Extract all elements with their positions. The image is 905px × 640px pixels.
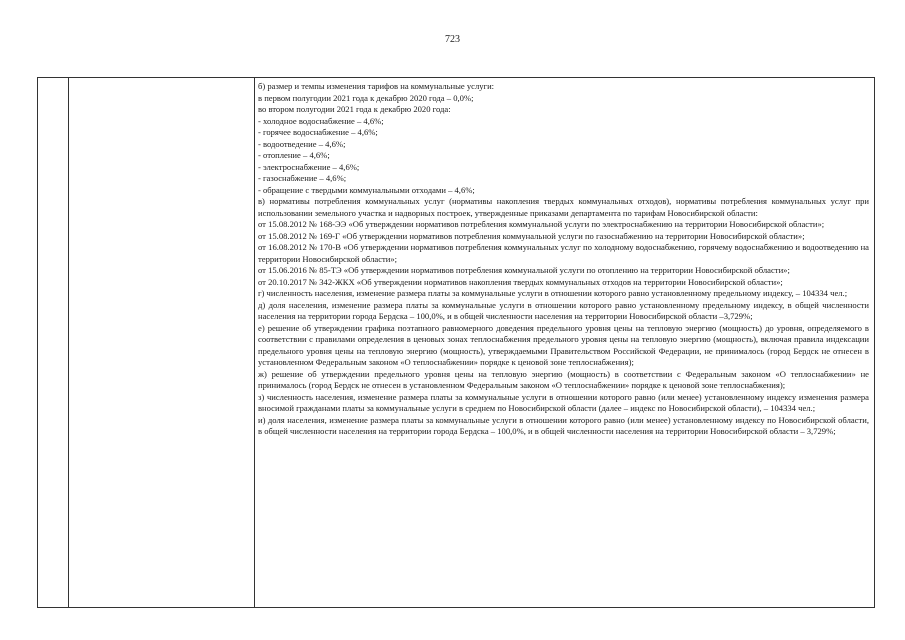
page-number: 723 [445, 34, 460, 45]
paragraph: от 20.10.2017 № 342-ЖКХ «Об утверждении нормативов накопления твердых коммунальных отходов на территории Новосибирской области»; [258, 276, 783, 287]
table-column-divider [254, 78, 255, 607]
document-table [37, 77, 875, 608]
paragraph: - газоснабжение – 4,6%; [258, 173, 347, 183]
paragraph: - горячее водоснабжение – 4,6%; [258, 127, 378, 137]
paragraph: от 15.08.2012 № 169-Г «Об утверждении нормативов потребления коммунальной услуги по газоснабжению на территории Новосибирской области»; [258, 230, 805, 241]
paragraph: в первом полугодии 2021 года к декабрю 2020 года – 0,0%; [258, 92, 474, 103]
paragraph: во втором полугодии 2021 года к декабрю 2020 года: [258, 104, 451, 114]
paragraph: - отопление – 4,6%; [258, 150, 330, 160]
paragraph: г) численность населения, изменение размера платы за коммунальные услуги в отношении которого равно установленному предельному индексу, – 104334 чел.; [258, 288, 848, 298]
paragraph: и) доля населения, изменение размера платы за коммунальные услуги в отношении которого равно (или менее) установленному индексу по Новосибирской области, в общей численности населения на территории города Бердска – 100,0%, и в общей численности населения на территории Новосибирской области – 3,729%; [258, 414, 869, 436]
paragraph: от 15.08.2012 № 168-ЭЭ «Об утверждении нормативов потребления коммунальной услуги по электроснабжению на территории Новосибирской области»; [258, 219, 825, 229]
paragraph: от 15.06.2016 № 85-ТЭ «Об утверждении нормативов потребления коммунальной услуги по отоплению на территории Новосибирской области»; [258, 265, 790, 275]
table-cell-content [258, 81, 869, 438]
paragraph: - водоотведение – 4,6%; [258, 138, 346, 149]
paragraph: - электроснабжение – 4,6%; [258, 161, 360, 172]
paragraph: з) численность населения, изменение размера платы за коммунальные услуги в отношении которого равно (или менее) установленному индексу изменения размера вносимой гражданами платы за коммунальные услуги в среднем по Новосибирской области (далее – индекс по Новосибирской области), – 104334 чел.; [258, 391, 869, 413]
paragraph: е) решение об утверждении графика поэтапного равномерного доведения предельного уровня цены на тепловую энергию (мощность) до уровня, определяемого в соответствии с правилами определения в ценовых зонах теплоснабжения предельного уровня цены на тепловую энергию (мощность), включая правила индексации предельного уровня цены на тепловую энергию (мощность), утверждаемыми Правительством Российской Федерации, не принималось (город Бердск не отнесен в установленном Федеральным законом «О теплоснабжении» порядке к ценовой зоне теплоснабжения); [258, 322, 869, 367]
paragraph: б) размер и темпы изменения тарифов на коммунальные услуги: [258, 81, 495, 91]
paragraph: ж) решение об утверждении предельного уровня цены на тепловую энергию (мощность) в соответствии с Федеральным законом «О теплоснабжении» не принималось (город Бердск не отнесен в установленном Федеральным законом «О теплоснабжении» порядке к ценовой зоне теплоснабжения); [258, 368, 869, 390]
paragraph: от 16.08.2012 № 170-В «Об утверждении нормативов потребления коммунальных услуг по холодному водоснабжению, горячему водоснабжению и водоотведению на территории Новосибирской области»; [258, 242, 869, 264]
paragraph: - холодное водоснабжение – 4,6%; [258, 115, 384, 126]
paragraph: - обращение с твердыми коммунальными отходами – 4,6%; [258, 184, 475, 195]
table-column-divider [68, 78, 69, 607]
paragraph: д) доля населения, изменение размера платы за коммунальные услуги в отношении которого равно установленному предельному индексу, в общей численности населения на территории города Бердска – 100,0%, и в общей численности населения на территории Новосибирской области –3,729%; [258, 299, 869, 321]
paragraph: в) нормативы потребления коммунальных услуг (нормативы накопления твердых коммунальных отходов), нормативы потребления коммунальных услуг при использовании земельного участка и надворных построек, утвержденные приказами департамента по тарифам Новосибирской области: [258, 196, 869, 218]
